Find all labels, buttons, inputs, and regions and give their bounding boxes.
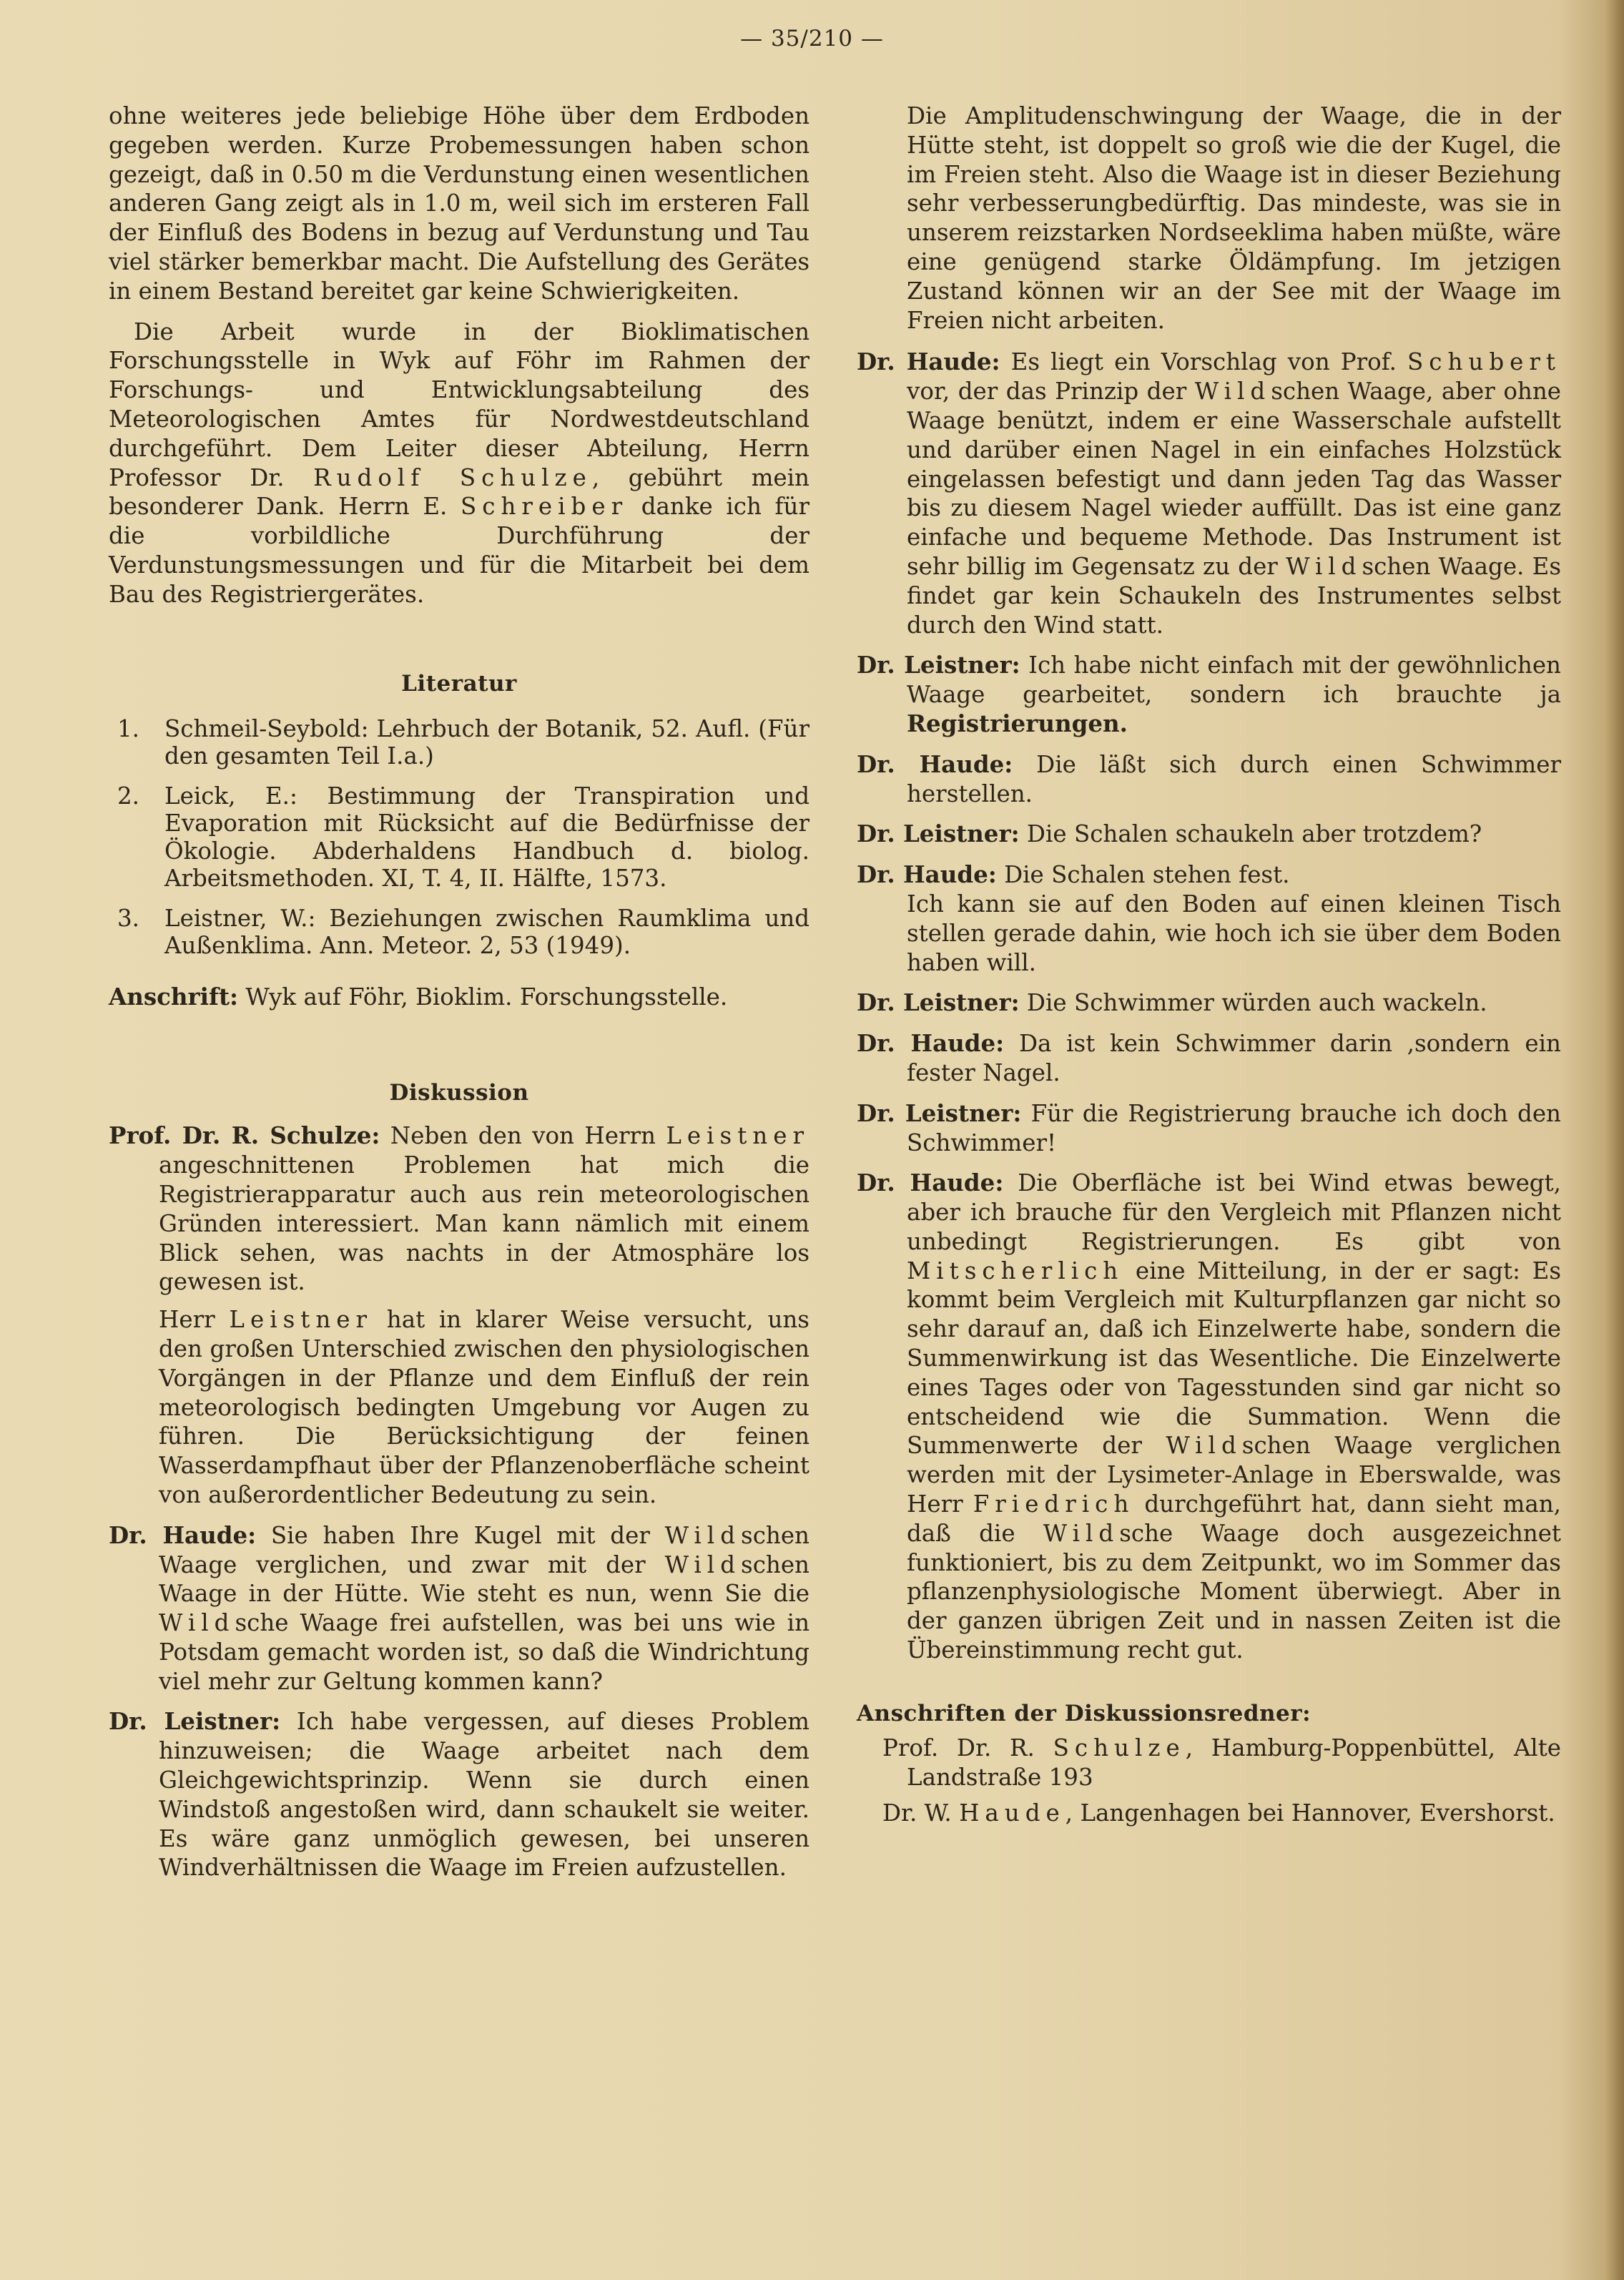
speaker-name: Dr. Leistner: [109, 1707, 281, 1736]
right-column [857, 102, 1561, 1828]
person-name: Schreiber [460, 493, 629, 521]
speaker-name: Dr. Leistner: [857, 988, 1020, 1017]
discussion-entry: Dr. Leistner: Die Schalen schaukeln aber trotzdem? [857, 820, 1482, 848]
speaker-name: Dr. Haude: [109, 1520, 257, 1549]
acknowledgement-paragraph: Die Arbeit wurde in der Bioklimatischen Forschungsstelle in Wyk auf Föhr im Rahmen der Forschungs- und Entwicklungsabteilung des Meteorologischen Amtes für Nordwestdeutschland durchgeführt. Dem Leiter dieser Abteilung, Herrn Professor Dr. Rudolf Schulze, gebührt mein besonderer Dank. Herrn E. Schreiber danke ich für die vorbildliche Durchführung der Verdunstungsmessungen und für die Mitarbeit bei dem Bau des Registriergerätes. [109, 318, 809, 608]
discussion-entry: Dr. Leistner: Ich habe vergessen, auf dieses Problem hinzuweisen; die Waage arbeitet nach dem Gleichgewichtsprinzip. Wenn sie durch einen Windstoß angestoßen wird, dann schaukelt sie weiter. Es wäre ganz unmöglich gewesen, bei unseren Windverhältnissen die Waage im Freien aufzustellen. [109, 1707, 809, 1882]
reference-item: 1. Schmeil-Seybold: Lehrbuch der Botanik, 52. Aufl. (Für den gesamten Teil I.a.) [117, 714, 809, 770]
reference-list [109, 715, 809, 960]
person-name: Rudolf Schulze [313, 463, 592, 491]
discussion-entry: Dr. Leistner: Ich habe nicht einfach mit der gewöhnlichen Waage gearbeitet, sondern ich brauchte ja Registrierungen. [857, 651, 1561, 737]
literature-heading: Literatur [401, 670, 517, 697]
discussion-entry: Dr. Leistner: Die Schwimmer würden auch wackeln. [857, 988, 1487, 1017]
contacts-heading: Anschriften der Diskussionsredner: [857, 1700, 1311, 1726]
speaker-name: Dr. Leistner: [857, 651, 1020, 679]
discussion-entry: Dr. Leistner: Für die Registrierung brauche ich doch den Schwimmer! [857, 1099, 1561, 1156]
author-address: Anschrift: Wyk auf Föhr, Bioklim. Forschungsstelle. [109, 982, 728, 1011]
discussion-entry: Dr. Haude: Da ist kein Schwimmer darin ,sondern ein fester Nagel. [857, 1029, 1561, 1086]
speaker-name: Dr. Haude: [857, 1029, 1005, 1058]
intro-paragraph: ohne weiteres jede beliebige Höhe über dem Erdboden gegeben werden. Kurze Probemessungen haben schon gezeigt, daß in 0.50 m die Verdunstung einen wesentlichen anderen Gang zeigt als in 1.0 m, weil sich im ersteren Fall der Einfluß des Bodens in bezug auf Verdunstung und Tau viel stärker bemerkbar macht. Die Aufstellung des Gerätes in einem Bestand bereitet gar keine Schwierigkeiten. [109, 102, 809, 305]
page-edge-shadow [1604, 0, 1624, 2280]
discussion-entry: Dr. Haude: Sie haben Ihre Kugel mit der Wildschen Waage verglichen, und zwar mit der Wildschen Waage in der Hütte. Wie steht es nun, wenn Sie die Wildsche Waage frei aufstellen, was bei uns wie in Potsdam gemacht worden ist, so daß die Windrichtung viel mehr zur Geltung kommen kann? [109, 1520, 809, 1695]
contact-address: Prof. Dr. R. Schulze, Hamburg-Poppenbüttel, Alte Landstraße 193 [882, 1734, 1561, 1791]
page-number: — 35/210 — [740, 26, 884, 51]
discussion-entry: Dr. Haude: Die läßt sich durch einen Schwimmer herstellen. [857, 750, 1561, 807]
speaker-name: Dr. Leistner: [857, 1099, 1022, 1127]
speaker-name: Dr. Haude: [857, 348, 1000, 376]
reference-item: 3. Leistner, W.: Beziehungen zwischen Raumklima und Außenklima. Ann. Meteor. 2, 53 (1949). [117, 904, 809, 960]
reference-item: 2. Leick, E.: Bestimmung der Transpiration und Evaporation mit Rücksicht auf die Bedürfnisse der Ökologie. Abderhaldens Handbuch d. biolog. Arbeitsmethoden. XI, T. 4, II. Hälfte, 1573. [117, 782, 809, 893]
speaker-name: Dr. Haude: [857, 1169, 1004, 1197]
discussion-heading: Diskussion [389, 1080, 529, 1106]
speaker-name: Dr. Haude: [857, 860, 997, 889]
contact-address: Dr. W. Haude, Langenhagen bei Hannover, Evershorst. [882, 1799, 1555, 1827]
discussion-entry: Dr. Haude: Die Schalen stehen fest. Ich kann sie auf den Boden auf einen kleinen Tisch stellen gerade dahin, wie hoch ich sie über dem Boden haben will. [857, 860, 1561, 976]
continued-speech: Die Amplitudenschwingung der Waage, die in der Hütte steht, ist doppelt so groß wie die der Kugel, die im Freien steht. Also die Waage ist in dieser Beziehung sehr verbesserungbedürftig. Das mindeste, was sie in unserem reizstarken Nordseeklima haben müßte, wäre eine genügend starke Öldämpfung. Im jetzigen Zustand können wir an der See mit der Waage im Freien nicht arbeiten. [907, 102, 1561, 334]
discussion-entry: Prof. Dr. R. Schulze: Neben den von Herrn Leistner angeschnittenen Problemen hat mich die Registrierapparatur auch aus rein meteorologischen Gründen interessiert. Man kann nämlich mit einem Blick sehen, was nachts in der Atmosphäre los gewesen ist. Herr Leistner hat in klarer Weise versucht, uns den großen Unterschied zwischen den physiologischen Vorgängen in der Pflanze und dem Einfluß der rein meteorologisch bedingten Umgebung vor Augen zu führen. Die Berücksichtigung der feinen Wasserdampfhaut über der Pflanzenoberfläche scheint von außerordentlicher Bedeutung zu sein. [109, 1121, 809, 1508]
speaker-name: Dr. Haude: [857, 750, 1013, 778]
speaker-name: Prof. Dr. R. Schulze: [109, 1121, 380, 1150]
left-column [109, 102, 809, 1894]
discussion-entry: Dr. Haude: Die Oberfläche ist bei Wind etwas bewegt, aber ich brauche für den Vergleich mit Pflanzen nicht unbedingt Registrierungen. Es gibt von Mitscherlich eine Mitteilung, in der er sagt: Es kommt beim Vergleich mit Kulturpflanzen gar nicht so sehr darauf an, daß ich Einzelwerte habe, sondern die Summenwirkung ist das Wesentliche. Die Einzelwerte eines Tages oder von Tagesstunden sind gar nicht so entscheidend wie die Summation. Wenn die Summenwerte der Wildschen Waage verglichen werden mit der Lysimeter-Anlage in Eberswalde, was Herr Friedrich durchgeführt hat, dann sieht man, daß die Wildsche Waage doch ausgezeichnet funktioniert, bis zu dem Zeitpunkt, wo im Sommer das pflanzenphysiologische Moment überwiegt. Aber in der ganzen übrigen Zeit und in nassen Zeiten ist die Übereinstimmung recht gut. [857, 1169, 1561, 1664]
speaker-name: Dr. Leistner: [857, 820, 1020, 848]
discussion-entry: Dr. Haude: Es liegt ein Vorschlag von Prof. Schubert vor, der das Prinzip der Wildschen Waage, aber ohne Waage benützt, indem er eine Wasserschale aufstellt und darüber einen Nagel in ein einfaches Holzstück eingelassen befestigt und dann jeden Tag das Wasser bis zu diesem Nagel wieder auffüllt. Das ist eine ganz einfache und bequeme Methode. Das Instrument ist sehr billig im Gegensatz zu der Wildschen Waage. Es findet gar kein Schaukeln des Instrumentes selbst durch den Wind statt. [857, 348, 1561, 639]
